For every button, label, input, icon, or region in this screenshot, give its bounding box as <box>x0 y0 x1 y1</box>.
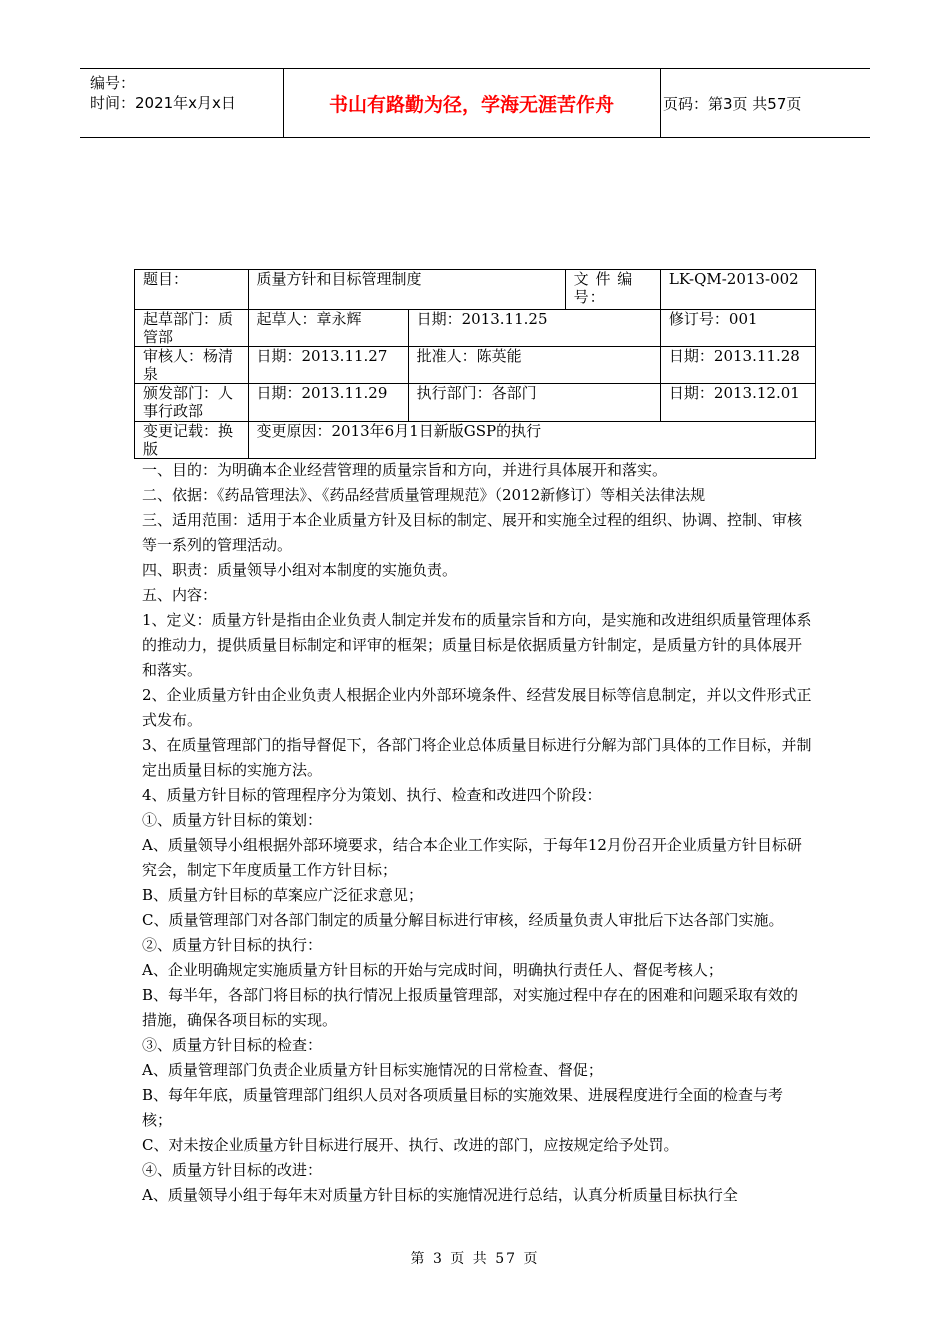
title-label: 题目： <box>135 270 249 310</box>
doc-number-label: 文 件 编号： <box>565 270 660 310</box>
revision-number: 修订号：001 <box>660 310 815 347</box>
execution-date: 日期：2013.12.01 <box>660 384 815 422</box>
change-reason: 变更原因：2013年6月1日新版GSP的执行 <box>248 422 816 459</box>
document-body <box>142 458 812 1208</box>
body-paragraph: 4、质量方针目标的管理程序分为策划、执行、检查和改进四个阶段： <box>142 786 602 804</box>
header-info <box>90 73 236 113</box>
reviewer: 审核人：杨清泉 <box>135 347 249 384</box>
document-meta-table <box>134 269 816 459</box>
header-divider <box>660 69 661 137</box>
approver: 批准人：陈英能 <box>408 347 660 384</box>
header-motto: 书山有路勤为径，学海无涯苦作舟 <box>328 93 614 116</box>
issue-department: 颁发部门：人事行政部 <box>135 384 249 422</box>
header-page-info: 页码：第3页 共57页 <box>663 94 802 113</box>
body-paragraph: ②、质量方针目标的执行： <box>142 936 323 954</box>
review-date: 日期：2013.11.27 <box>248 347 408 384</box>
body-paragraph: ④、质量方针目标的改进： <box>142 1161 323 1179</box>
body-paragraph: C、对未按企业质量方针目标进行展开、执行、改进的部门，应按规定给予处罚。 <box>142 1136 679 1154</box>
drafter: 起草人：章永辉 <box>248 310 408 347</box>
change-record: 变更记载：换版 <box>135 422 249 459</box>
body-paragraph: A、质量领导小组于每年末对质量方针目标的实施情况进行总结，认真分析质量目标执行全 <box>142 1186 738 1204</box>
body-paragraph: 二、依据：《药品管理法》、《药品经营质量管理规范》（2012新修订）等相关法律法规 <box>142 486 706 504</box>
body-paragraph: B、每年年底，质量管理部门组织人员对各项质量目标的实施效果、进展程度进行全面的检查与考核； <box>142 1086 784 1129</box>
body-paragraph: 一、目的：为明确本企业经营管理的质量宗旨和方向，并进行具体展开和落实。 <box>142 461 668 479</box>
body-paragraph: 三、适用范围：适用于本企业质量方针及目标的制定、展开和实施全过程的组织、协调、控制、审核等一系列的管理活动。 <box>142 511 803 554</box>
body-paragraph: 四、职责：质量领导小组对本制度的实施负责。 <box>142 561 458 579</box>
document-time: 时间：2021年x月x日 <box>90 94 236 112</box>
body-paragraph: 1、定义：质量方针是指由企业负责人制定并发布的质量宗旨和方向，是实施和改进组织质量管理体系的推动力，提供质量目标制定和评审的框架；质量目标是依据质量方针制定，是质量方针的具体展开和落实。 <box>142 611 812 679</box>
body-paragraph: 2、企业质量方针由企业负责人根据企业内外部环境条件、经营发展目标等信息制定，并以文件形式正式发布。 <box>142 686 812 729</box>
page-footer: 第 3 页 共 57 页 <box>410 1251 540 1267</box>
body-paragraph: ③、质量方针目标的检查： <box>142 1036 323 1054</box>
body-paragraph: B、质量方针目标的草案应广泛征求意见； <box>142 886 424 904</box>
body-paragraph: C、质量管理部门对各部门制定的质量分解目标进行审核，经质量负责人审批后下达各部门实施。 <box>142 911 784 929</box>
doc-number-value: LK-QM-2013-002 <box>660 270 815 310</box>
body-paragraph: B、每半年，各部门将目标的执行情况上报质量管理部，对实施过程中存在的困难和问题采取有效的措施，确保各项目标的实现。 <box>142 986 799 1029</box>
body-paragraph: 五、内容： <box>142 586 218 604</box>
document-number-label: 编号： <box>90 74 136 92</box>
body-paragraph: A、企业明确规定实施质量方针目标的开始与完成时间，明确执行责任人、督促考核人； <box>142 961 723 979</box>
issue-date: 日期：2013.11.29 <box>248 384 408 422</box>
page-header <box>80 68 870 138</box>
draft-department: 起草部门：质管部 <box>135 310 249 347</box>
approve-date: 日期：2013.11.28 <box>660 347 815 384</box>
draft-date: 日期：2013.11.25 <box>408 310 660 347</box>
body-paragraph: ①、质量方针目标的策划： <box>142 811 323 829</box>
execution-department: 执行部门：各部门 <box>408 384 660 422</box>
body-paragraph: 3、在质量管理部门的指导督促下，各部门将企业总体质量目标进行分解为部门具体的工作目标，并制定出质量目标的实施方法。 <box>142 736 812 779</box>
body-paragraph: A、质量管理部门负责企业质量方针目标实施情况的日常检查、督促； <box>142 1061 603 1079</box>
body-paragraph: A、质量领导小组根据外部环境要求，结合本企业工作实际，于每年12月份召开企业质量方针目标研究会，制定下年度质量工作方针目标； <box>142 836 802 879</box>
title-value: 质量方针和目标管理制度 <box>248 270 565 310</box>
